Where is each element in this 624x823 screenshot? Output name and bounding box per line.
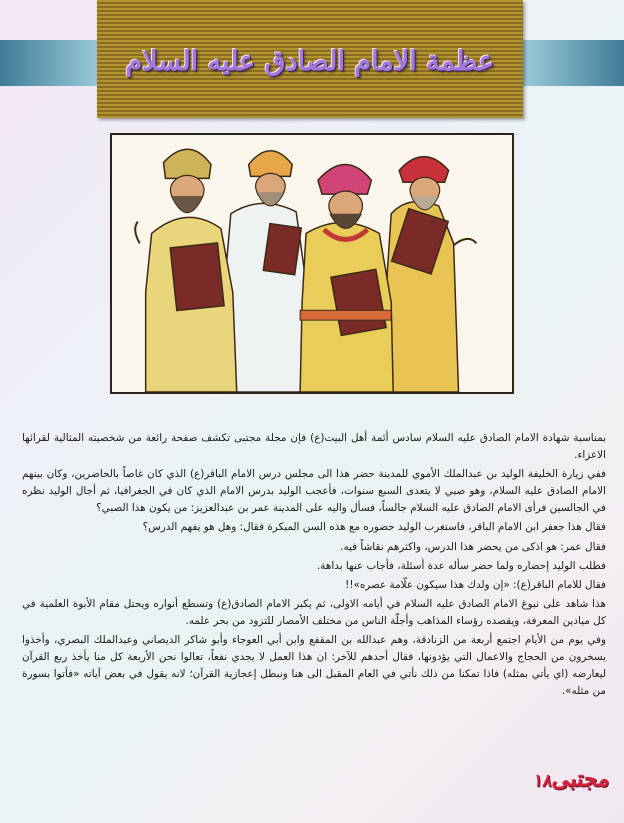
magazine-name: مجتبى bbox=[550, 766, 612, 792]
four-scholars-illustration bbox=[112, 135, 512, 392]
article-body bbox=[22, 430, 606, 702]
article-paragraph: فقال عمر: هو اذكى من يحضر هذا الدرس، واكثرهم نقاشاً فيه. bbox=[340, 540, 606, 553]
page-number: ١٨ bbox=[532, 771, 554, 791]
magazine-logo bbox=[484, 766, 610, 800]
article-paragraph: هذا شاهد على نبوغ الامام الصادق عليه السلام في أيامه الاولى، ثم يكبر الامام الصادق(ع) وتسطع أنواره ويحتل مقام الأبوة العلمية في كل ميادين المعرفة، ويقصده رؤساء المذاهب وأجلّة الناس من مختلف الأمصار للتزود من بحر علمه. bbox=[22, 597, 606, 627]
article-paragraph: ففي زيارة الخليفة الوليد بن عبدالملك الأموي للمدينة حضر هذا الى مجلس درس الامام الباقر(ع) الذي كان غاصاً بالحاضرين، وكان بينهم الامام الصادق عليه السلام، وهو صبي لا يتعدى السبع سنوات، فأعجب الوليد بدرس الامام الذي كان في الجغرافيا، ثم أجال الوليد نظره في الجالسين فرأى الامام الصادق عليه السلام جالساً، فسأل واليه على المدينة عمر بن عبدالعزيز: من يكون هذا الصبي؟ bbox=[22, 468, 606, 515]
article-paragraph: فقال هذا جعفر ابن الامام الباقر، فاستغرب الوليد حضوره مع هذه السن المبكرة فقال: وهل هو يفهم الدرس؟ bbox=[142, 521, 606, 534]
article-paragraph: فطلب الوليد إحضاره ولما حضر سأله عدة أسئلة، فأجاب عنها بداهة. bbox=[317, 559, 606, 572]
title-banner bbox=[97, 0, 523, 118]
article-title: عظمة الامام الصادق عليه السلام bbox=[125, 46, 495, 77]
illustration bbox=[110, 133, 514, 394]
article-paragraph: فقال للامام الباقر(ع): «إن ولدك هذا سيكون علّامة عصره»!! bbox=[345, 578, 606, 591]
article-paragraph: وفي يوم من الأيام اجتمع أربعة من الزنادقة، وهم عبدالله بن المقفع وابن أبي العوجاء وأبو شاكر الديصاني وعبدالملك البصري، وأخذوا يسخرون من الحجاج والاعمال التي يؤدونها، فقال أحدهم للآخر: ان هذا العمل لا يجدي نفعاً، تعالوا نحن الأربعة كل منا يأخذ ربع القرآن ليعارضه (اي يأتي بمثله) فاذا تمكنا من ذلك نأتي في العام المقبل الى هنا ونبطل إعجازية القرآن؛ لانه يقول في بعض آياته «فأتوا بسورة من مثله». bbox=[22, 634, 606, 698]
article-paragraph: بمناسبة شهادة الامام الصادق عليه السلام سادس أئمة أهل البيت(ع) فإن مجلة مجتبى تكشف صفحة رائعة من شخصيته المثالية لقرائها الاعزاء. bbox=[22, 432, 606, 462]
